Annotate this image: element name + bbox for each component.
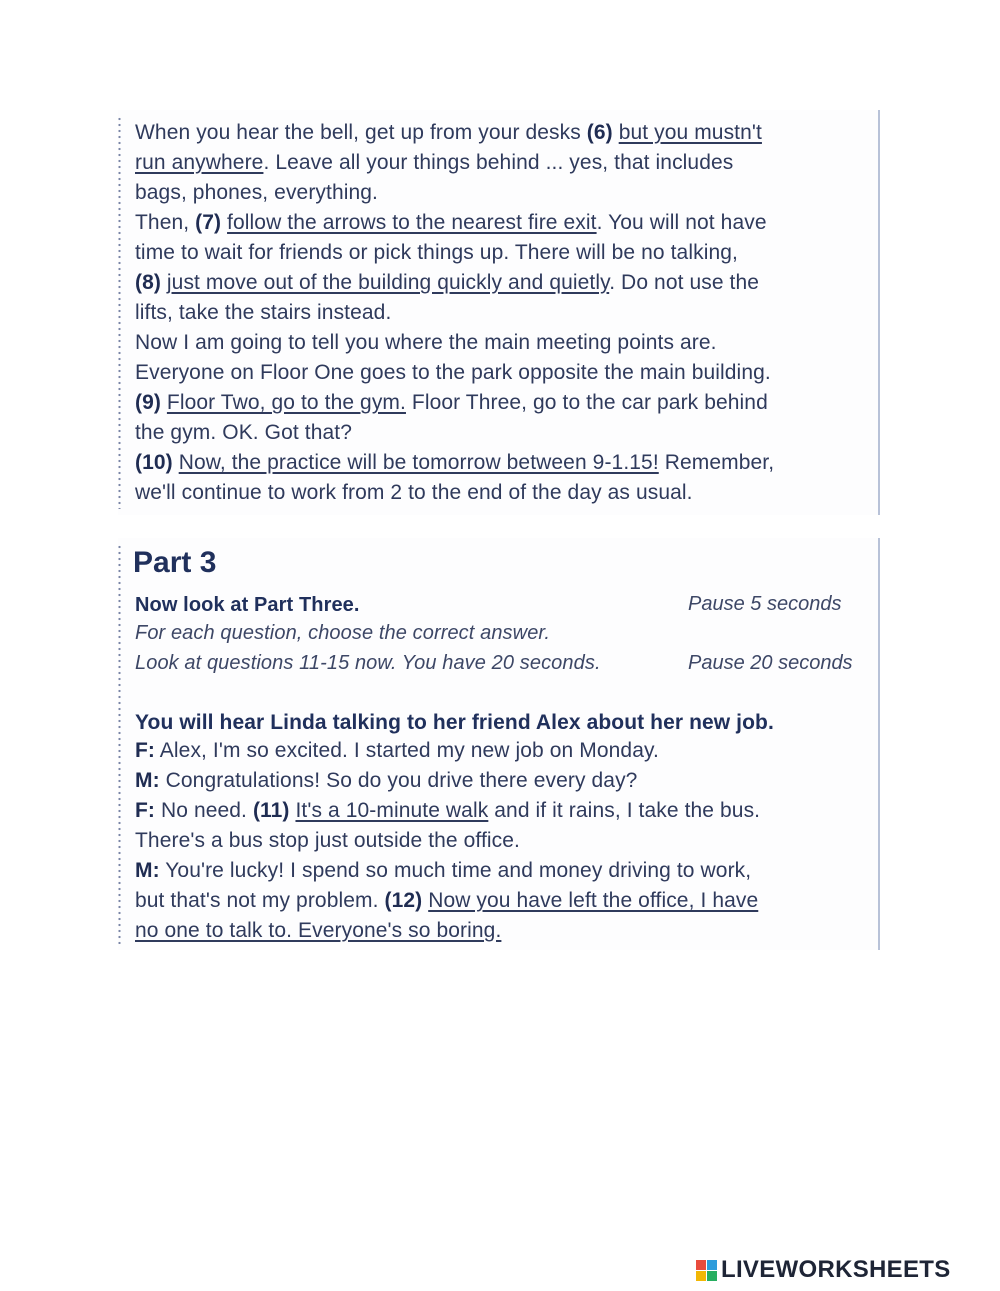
question-number: (9) [135,391,161,414]
line-text: . Leave all your things behind ... yes, that includes [263,151,734,174]
question-number: (11) [252,799,290,822]
transcript-line [135,210,767,236]
answer-underline: It's a 10-minute walk [295,799,489,822]
answer-underline: Floor Two, go to the gym. [166,391,406,414]
line-text: Remember, [658,451,775,474]
transcript-section-1 [118,110,880,515]
dialogue-intro: You will hear Linda talking to her friend Alex about her new job. [135,711,774,734]
line-text: lifts, take the stairs instead. [135,301,392,324]
transcript-line [135,240,738,266]
transcript-line [135,180,378,206]
speaker-label: F: [135,739,156,762]
dialogue-line [135,768,637,794]
line-text: Now I am going to tell you where the main meeting points are. [135,331,717,354]
dialogue-line [135,918,501,944]
question-number: (6) [586,121,613,144]
transcript-line [135,150,733,176]
question-number: (10) [135,451,173,474]
logo-text: LIVEWORKSHEETS [721,1256,951,1283]
pause-note-2: Pause 20 seconds [688,652,853,674]
answer-underline: just move out of the building quickly and quietly [166,271,610,294]
line-text: . You will not have [596,211,767,234]
line-text: There's a bus stop just outside the office. [135,829,520,852]
dialogue-line [135,858,751,884]
dotted-margin [118,544,121,944]
line-text: . Do not use the [609,271,760,294]
line-text: and if it rains, I take the bus. [488,799,761,822]
line-text: Floor Three, go to the car park behind [405,391,768,414]
transcript-line [135,300,391,326]
answer-underline: but you mustn't [618,121,762,144]
dialogue-line [135,798,760,824]
transcript-line [135,270,759,296]
choose-instruction: For each question, choose the correct answer. [135,622,551,644]
answer-underline: run anywhere [135,151,264,174]
answer-underline: follow the arrows to the nearest fire exit [227,211,597,234]
answer-underline: no one to talk to. Everyone's so boring. [135,919,502,942]
line-text: Then, [135,211,196,234]
line-text: we'll continue to work from 2 to the end of the day as usual. [135,481,693,504]
speaker-label: F: [135,799,156,822]
line-text: Congratulations! So do you drive there every day? [159,769,638,792]
line-text: time to wait for friends or pick things up. There will be no talking, [135,241,738,264]
part-instruction: Now look at Part Three. [135,594,360,616]
dialogue-line [135,888,758,914]
dialogue-line [135,738,659,764]
line-text: Everyone on Floor One goes to the park opposite the main building. [135,361,771,384]
line-text: When you hear the bell, get up from your desks [135,121,587,144]
transcript-section-2 [118,538,880,950]
transcript-line [135,450,774,476]
line-text: You're lucky! I spend so much time and money driving to work, [159,859,752,882]
transcript-line [135,480,693,506]
transcript-line [135,120,762,146]
line-text: but that's not my problem. [135,889,385,912]
transcript-line [135,360,771,386]
answer-underline: Now, the practice will be tomorrow between 9-1.15! [178,451,659,474]
question-number: (8) [135,271,161,294]
transcript-line [135,420,352,446]
questions-instruction: Look at questions 11-15 now. You have 20 seconds. [135,652,601,674]
speaker-label: M: [135,859,160,882]
answer-underline: Now you have left the office, I have [428,889,759,912]
dialogue-line [135,828,520,854]
question-number: (12) [384,889,423,912]
line-text: Alex, I'm so excited. I started my new job on Monday. [155,739,659,762]
line-text: bags, phones, everything. [135,181,378,204]
dotted-margin [118,116,121,509]
part-heading: Part 3 [133,546,217,579]
transcript-line [135,390,768,416]
liveworksheets-logo [696,1255,951,1285]
line-text: No need. [155,799,253,822]
line-text: the gym. OK. Got that? [135,421,352,444]
logo-icon [696,1260,717,1281]
speaker-label: M: [135,769,160,792]
question-number: (7) [195,211,222,234]
pause-note-1: Pause 5 seconds [688,593,842,615]
transcript-line [135,330,717,356]
